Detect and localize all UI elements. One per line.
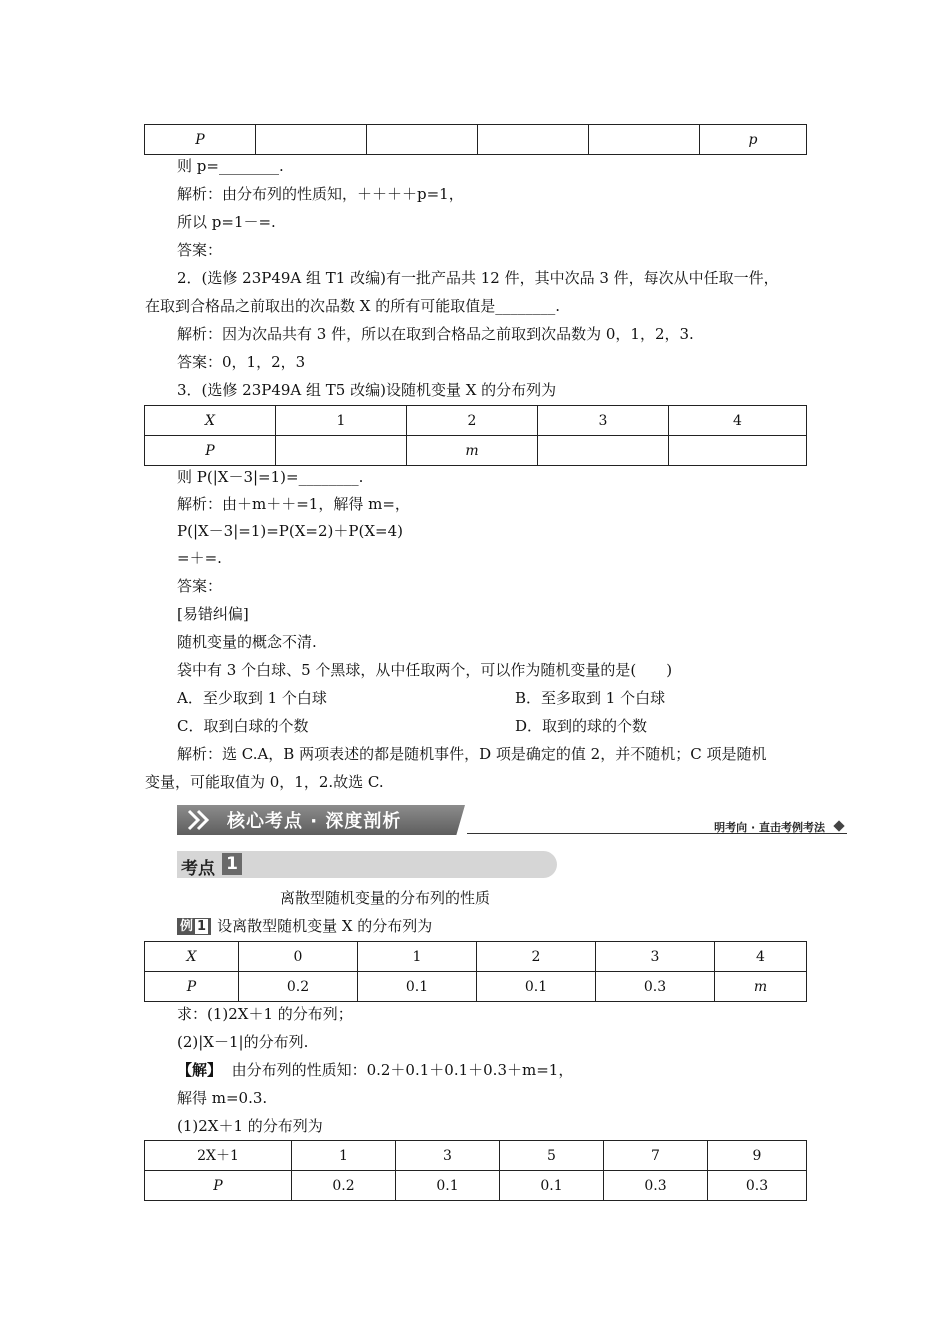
table-row (145, 972, 807, 1002)
section-banner (177, 803, 847, 837)
table-cell: 0.1 (358, 972, 477, 1002)
table-cell (256, 125, 367, 155)
example-ask2: (2)|X－1|的分布列. (177, 1033, 309, 1051)
table-cell: 2 (477, 942, 596, 972)
solution-line (177, 1060, 573, 1080)
table-cell: P (145, 436, 276, 466)
table-cell: P (145, 125, 256, 155)
table-cell: 0.3 (708, 1171, 807, 1201)
distribution-table-2x1 (144, 1140, 807, 1201)
table-row (145, 125, 807, 155)
q1-prompt: 则 p=________. (177, 157, 284, 175)
example-intro (177, 916, 432, 936)
q2-analysis: 解析：因为次品共有 3 件，所以在取到合格品之前取到次品数为 0，1，2，3. (177, 325, 694, 343)
banner-subtitle: 明考向 · 直击考例考法 (714, 821, 825, 834)
table-cell: p (700, 125, 807, 155)
table-cell: 0.1 (396, 1171, 500, 1201)
topic-title: 离散型随机变量的分布列的性质 (280, 889, 491, 907)
q3-calc-line2: =＋=. (177, 549, 222, 567)
mistake-analysis-line1: 解析：选 C.A，B 两项表述的都是随机事件，D 项是确定的值 2，并不随机；C 项是随机 (177, 745, 767, 763)
topic-heading (177, 851, 557, 878)
double-chevron-icon (187, 808, 211, 832)
example-text: 设离散型随机变量 X 的分布列为 (217, 917, 433, 935)
table-cell: 3 (538, 406, 669, 436)
table-cell (478, 125, 589, 155)
mistake-question: 袋中有 3 个白球、5 个黑球，从中任取两个，可以作为随机变量的是( ) (177, 661, 673, 679)
table-cell: 0.2 (239, 972, 358, 1002)
table-cell: 0.2 (292, 1171, 396, 1201)
table-cell: m (715, 972, 807, 1002)
table-cell: 1 (358, 942, 477, 972)
table-row (145, 406, 807, 436)
mistake-analysis-line2: 变量，可能取值为 0，1，2.故选 C. (145, 773, 384, 791)
table-cell: m (407, 436, 538, 466)
part1-heading: (1)2X＋1 的分布列为 (177, 1117, 323, 1135)
q1-conclusion: 所以 p=1－=. (177, 213, 276, 231)
topic-number: 1 (222, 853, 242, 875)
table-cell: 1 (292, 1141, 396, 1171)
table-cell: 0.3 (604, 1171, 708, 1201)
q1-analysis: 解析：由分布列的性质知，＋＋＋＋p=1， (177, 185, 464, 203)
table-cell: 9 (708, 1141, 807, 1171)
table-row (145, 1141, 807, 1171)
example-ask1: 求：(1)2X＋1 的分布列； (177, 1005, 353, 1023)
table-cell: P (145, 972, 239, 1002)
table-cell: P (145, 1171, 292, 1201)
table-row (145, 942, 807, 972)
table-cell: 0.3 (596, 972, 715, 1002)
example-number: 1 (197, 919, 207, 934)
q1-answer: 答案： (177, 241, 223, 259)
example-tag: 例 (180, 919, 194, 934)
solution-result: 解得 m=0.3. (177, 1089, 268, 1107)
table-cell: 3 (596, 942, 715, 972)
table-cell: 2X＋1 (145, 1141, 292, 1171)
diamond-icon (833, 820, 844, 831)
option-d: D．取到的球的个数 (515, 717, 648, 735)
q2-question-line1: 2．(选修 23P49A 组 T1 改编)有一批产品共 12 件，其中次品 3 件，每次从中任取一件， (177, 269, 779, 287)
table-cell: 0.1 (500, 1171, 604, 1201)
distribution-table-q3 (144, 405, 807, 466)
option-c: C．取到白球的个数 (177, 717, 309, 735)
table-cell: 5 (500, 1141, 604, 1171)
q2-question-line2: 在取到合格品之前取出的次品数 X 的所有可能取值是________. (145, 297, 560, 315)
table-cell (276, 436, 407, 466)
example-badge (177, 918, 211, 935)
table-cell (367, 125, 478, 155)
q3-calc-line1: P(|X－3|=1)=P(X=2)＋P(X=4) (177, 522, 403, 540)
q3-prompt: 则 P(|X－3|=1)=________. (177, 468, 364, 486)
table-cell: 0.1 (477, 972, 596, 1002)
table-cell: 4 (669, 406, 807, 436)
table-cell: X (145, 406, 276, 436)
table-cell (589, 125, 700, 155)
table-row (145, 436, 807, 466)
option-b: B．至多取到 1 个白球 (515, 689, 666, 707)
table-cell (669, 436, 807, 466)
mistake-heading: [易错纠偏] (177, 605, 249, 623)
table-cell (538, 436, 669, 466)
table-cell: 7 (604, 1141, 708, 1171)
table-cell: 4 (715, 942, 807, 972)
banner-title: 核心考点 · 深度剖析 (227, 811, 402, 832)
option-a: A．至少取到 1 个白球 (177, 689, 327, 707)
table-cell: 3 (396, 1141, 500, 1171)
table-cell: 2 (407, 406, 538, 436)
distribution-table-example (144, 941, 807, 1002)
table-row (145, 1171, 807, 1201)
table-cell: X (145, 942, 239, 972)
q2-answer: 答案：0，1，2，3 (177, 353, 306, 371)
solution-text: 由分布列的性质知：0.2＋0.1＋0.1＋0.3＋m=1， (231, 1061, 574, 1079)
table-cell: 1 (276, 406, 407, 436)
q3-question: 3．(选修 23P49A 组 T5 改编)设随机变量 X 的分布列为 (177, 381, 557, 399)
solution-tag: 【解】 (177, 1061, 223, 1079)
mistake-concept: 随机变量的概念不清. (177, 633, 317, 651)
q3-analysis: 解析：由＋m＋＋=1，解得 m=， (177, 495, 410, 513)
q3-answer: 答案： (177, 577, 223, 595)
distribution-table-p (144, 124, 807, 155)
table-cell: 0 (239, 942, 358, 972)
topic-label: 考点 (181, 859, 215, 879)
